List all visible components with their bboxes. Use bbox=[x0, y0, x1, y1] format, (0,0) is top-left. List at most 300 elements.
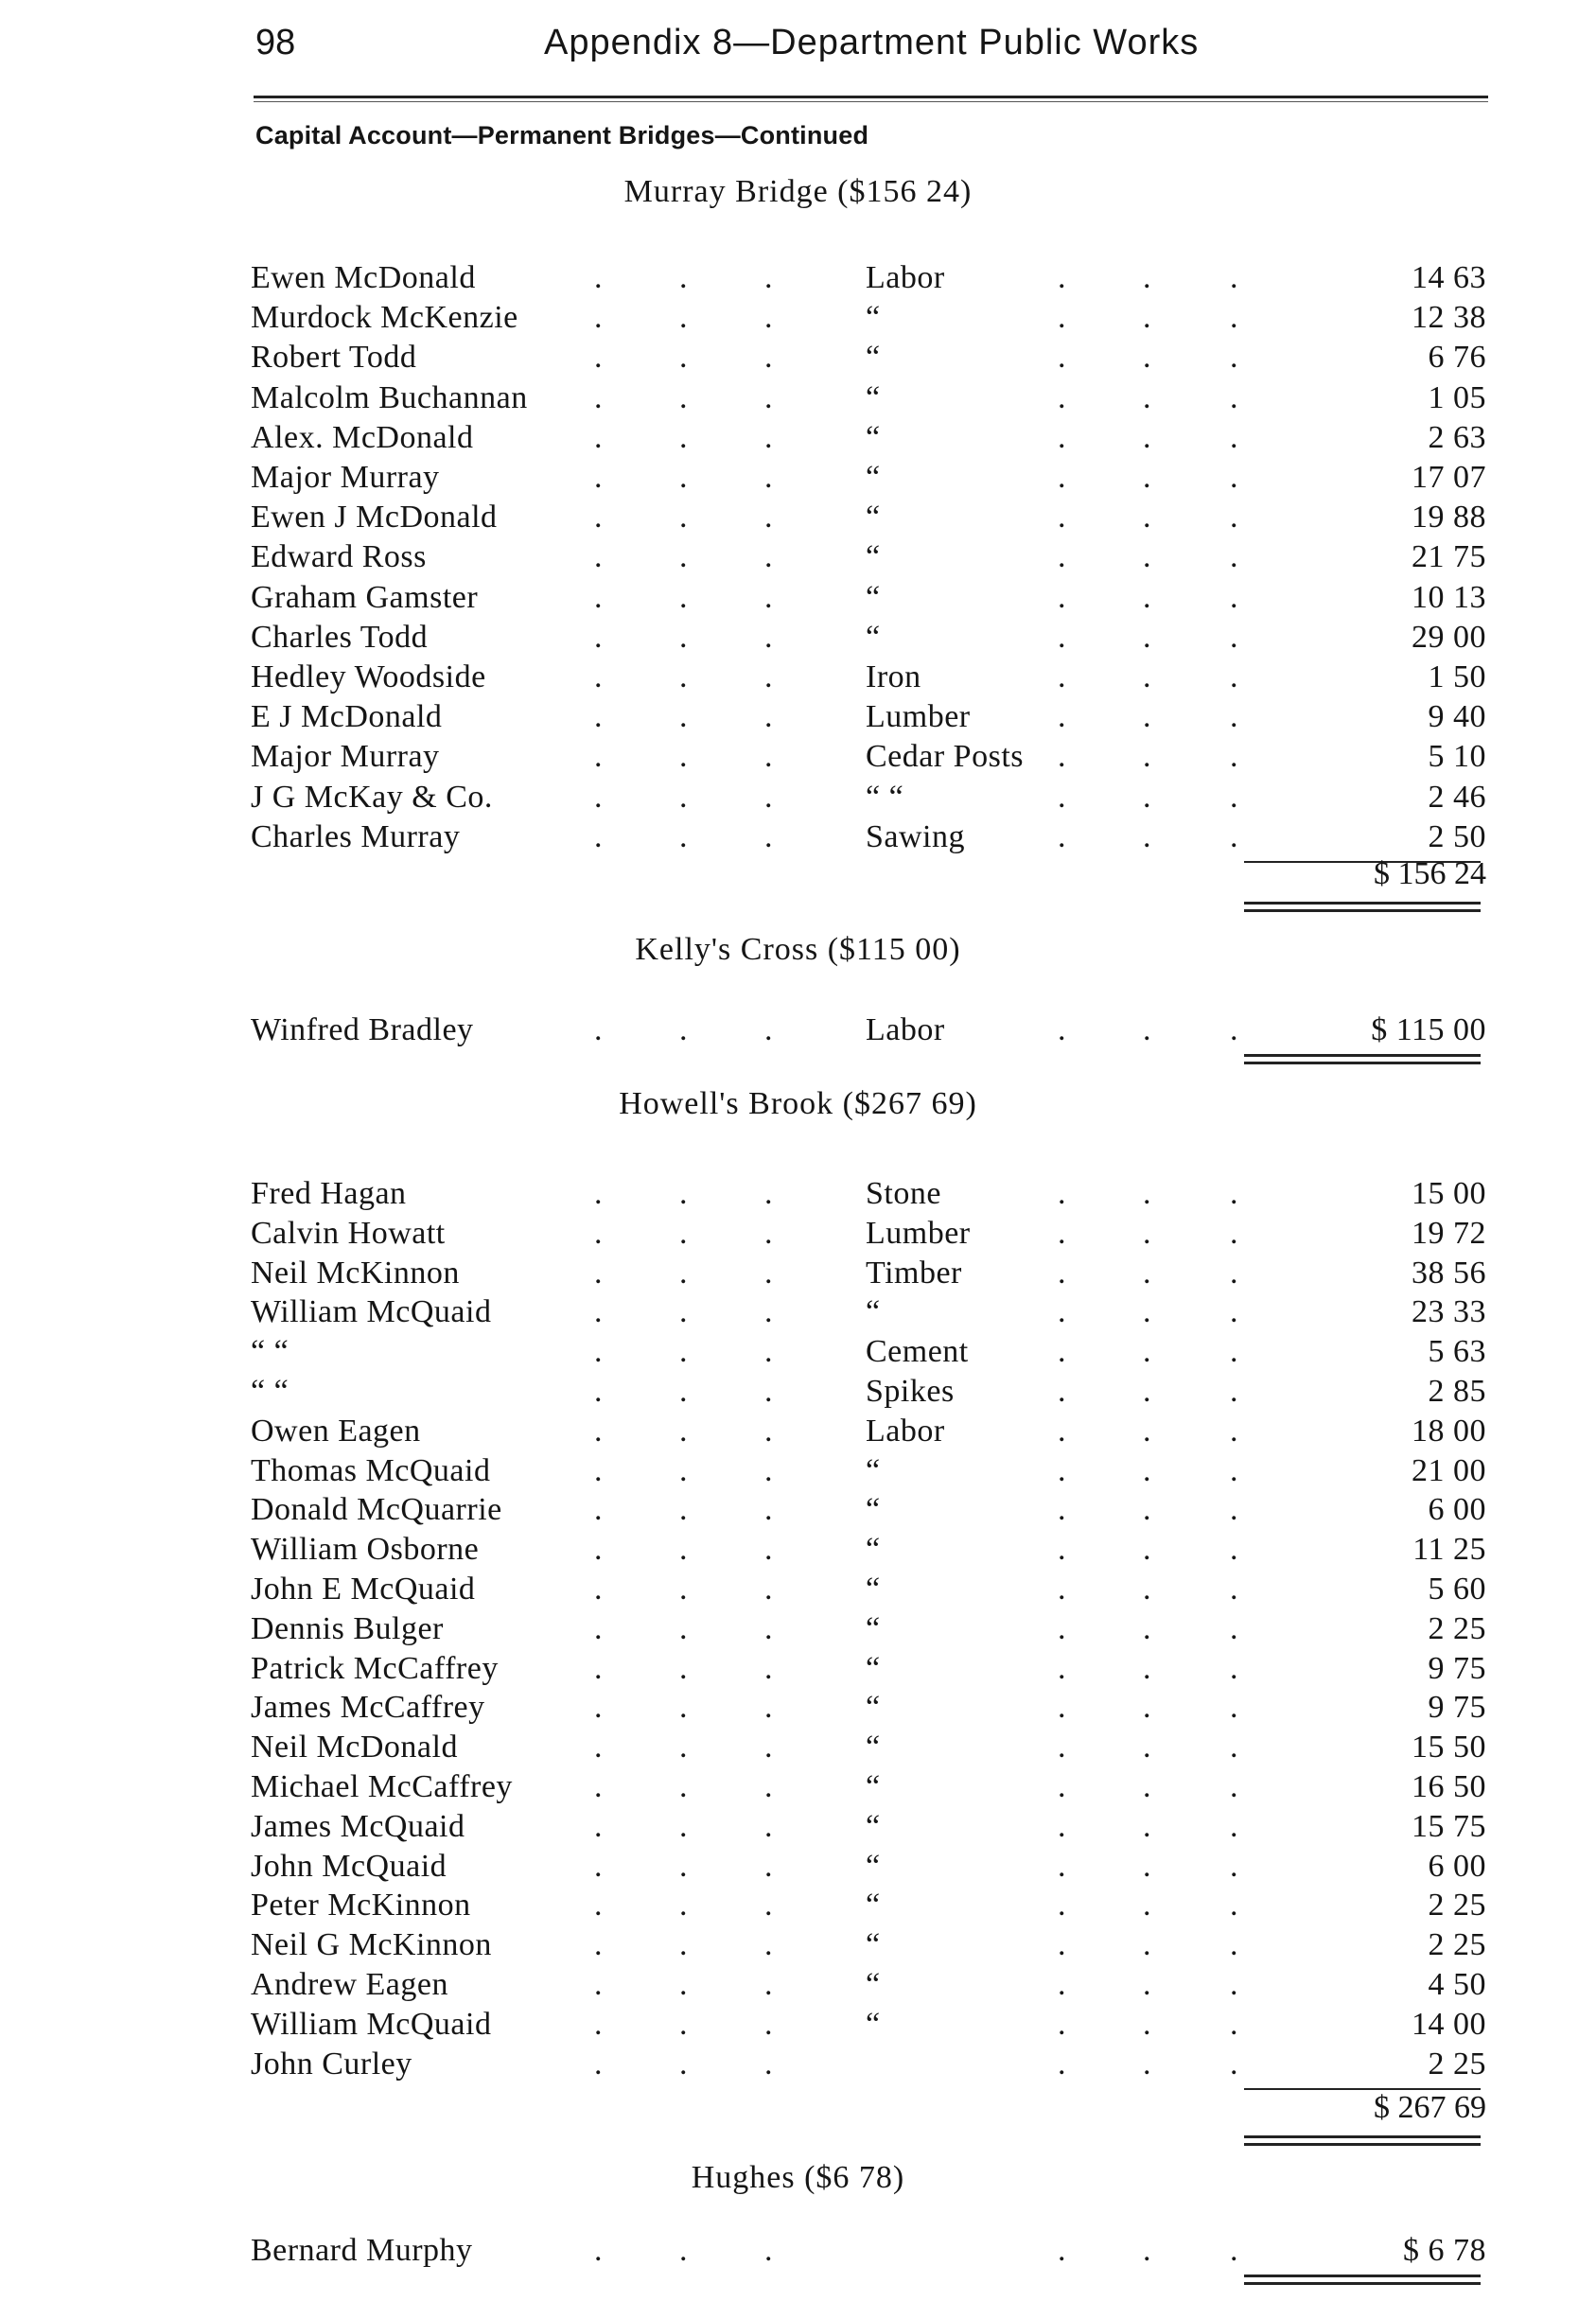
leader-dot: . bbox=[1143, 1453, 1151, 1488]
payee-name: “ “ bbox=[251, 1334, 289, 1369]
leader-dot: . bbox=[764, 699, 773, 734]
leader-dot: . bbox=[679, 420, 688, 455]
leader-dot: . bbox=[1143, 2007, 1151, 2042]
double-rule bbox=[1244, 2275, 1481, 2277]
amount: 23 33 bbox=[1412, 1294, 1486, 1329]
section-title: Hughes ($6 78) bbox=[691, 2160, 905, 2195]
expense-item: Labor bbox=[866, 1012, 945, 1047]
leader-dot: . bbox=[1058, 1453, 1066, 1488]
expense-item: “ bbox=[866, 1809, 881, 1844]
leader-dot: . bbox=[594, 1849, 603, 1884]
leader-dot: . bbox=[1230, 1294, 1238, 1329]
leader-dot: . bbox=[1058, 500, 1066, 535]
ledger-row bbox=[0, 659, 1596, 699]
leader-dot: . bbox=[764, 1651, 773, 1686]
ledger-row bbox=[0, 1256, 1596, 1295]
expense-item: Sawing bbox=[866, 819, 965, 854]
leader-dot: . bbox=[1058, 580, 1066, 615]
leader-dot: . bbox=[1143, 1769, 1151, 1804]
leader-dot: . bbox=[679, 1216, 688, 1251]
leader-dot: . bbox=[594, 1294, 603, 1329]
leader-dot: . bbox=[1143, 380, 1151, 415]
payee-name: Neil G McKinnon bbox=[251, 1927, 492, 1962]
payee-name: Ewen McDonald bbox=[251, 260, 476, 295]
leader-dot: . bbox=[679, 1294, 688, 1329]
expense-item: “ bbox=[866, 1730, 881, 1765]
leader-dot: . bbox=[1230, 260, 1238, 295]
leader-dot: . bbox=[679, 1888, 688, 1923]
amount: 5 60 bbox=[1428, 1572, 1486, 1607]
leader-dot: . bbox=[1143, 1492, 1151, 1527]
expense-item: “ bbox=[866, 580, 881, 615]
amount: 5 63 bbox=[1428, 1334, 1486, 1369]
amount: 2 25 bbox=[1428, 1927, 1486, 1962]
leader-dot: . bbox=[764, 1967, 773, 2002]
subheading: Capital Account—Permanent Bridges—Continued bbox=[255, 121, 869, 149]
amount: 11 25 bbox=[1412, 1532, 1486, 1567]
leader-dot: . bbox=[594, 2233, 603, 2268]
ledger-row bbox=[0, 1730, 1596, 1769]
leader-dot: . bbox=[1143, 1927, 1151, 1962]
leader-dot: . bbox=[1058, 1334, 1066, 1369]
amount: 19 72 bbox=[1412, 1216, 1486, 1251]
ledger-row bbox=[0, 1809, 1596, 1849]
leader-dot: . bbox=[1230, 1809, 1238, 1844]
leader-dot: . bbox=[594, 1216, 603, 1251]
leader-dot: . bbox=[1230, 539, 1238, 574]
leader-dot: . bbox=[679, 1611, 688, 1646]
leader-dot: . bbox=[764, 260, 773, 295]
payee-name: Charles Todd bbox=[251, 620, 429, 655]
leader-dot: . bbox=[594, 420, 603, 455]
expense-item: “ bbox=[866, 460, 881, 495]
leader-dot: . bbox=[1143, 1374, 1151, 1409]
header-rule bbox=[254, 96, 1488, 98]
leader-dot: . bbox=[764, 1769, 773, 1804]
leader-dot: . bbox=[679, 1927, 688, 1962]
ledger-row bbox=[0, 1414, 1596, 1453]
leader-dot: . bbox=[1230, 340, 1238, 375]
leader-dot: . bbox=[1058, 1294, 1066, 1329]
leader-dot: . bbox=[1058, 1730, 1066, 1765]
expense-item: “ “ bbox=[866, 780, 904, 815]
amount: 21 00 bbox=[1412, 1453, 1486, 1488]
leader-dot: . bbox=[1143, 1532, 1151, 1567]
payee-name: Murdock McKenzie bbox=[251, 300, 518, 335]
leader-dot: . bbox=[1143, 260, 1151, 295]
payee-name: Major Murray bbox=[251, 460, 440, 495]
expense-item: “ bbox=[866, 1651, 881, 1686]
leader-dot: . bbox=[764, 2007, 773, 2042]
leader-dot: . bbox=[764, 1334, 773, 1369]
leader-dot: . bbox=[764, 340, 773, 375]
leader-dot: . bbox=[1143, 2046, 1151, 2081]
leader-dot: . bbox=[1058, 1888, 1066, 1923]
leader-dot: . bbox=[679, 2007, 688, 2042]
expense-item: “ bbox=[866, 380, 881, 415]
payee-name: Dennis Bulger bbox=[251, 1611, 444, 1646]
amount: 12 38 bbox=[1412, 300, 1486, 335]
leader-dot: . bbox=[1230, 1012, 1238, 1047]
leader-dot: . bbox=[1230, 300, 1238, 335]
leader-dot: . bbox=[594, 1453, 603, 1488]
leader-dot: . bbox=[1058, 659, 1066, 694]
ledger-row bbox=[0, 460, 1596, 500]
payee-name: Michael McCaffrey bbox=[251, 1769, 513, 1804]
leader-dot: . bbox=[1230, 780, 1238, 815]
leader-dot: . bbox=[594, 1414, 603, 1449]
amount: 14 00 bbox=[1412, 2007, 1486, 2042]
leader-dot: . bbox=[594, 1611, 603, 1646]
leader-dot: . bbox=[594, 1730, 603, 1765]
leader-dot: . bbox=[594, 699, 603, 734]
leader-dot: . bbox=[1230, 1216, 1238, 1251]
leader-dot: . bbox=[679, 1967, 688, 2002]
leader-dot: . bbox=[764, 780, 773, 815]
leader-dot: . bbox=[1230, 659, 1238, 694]
leader-dot: . bbox=[764, 500, 773, 535]
leader-dot: . bbox=[764, 1611, 773, 1646]
ledger-row bbox=[0, 1888, 1596, 1927]
leader-dot: . bbox=[1230, 620, 1238, 655]
leader-dot: . bbox=[1058, 819, 1066, 854]
ledger-row bbox=[0, 1334, 1596, 1374]
leader-dot: . bbox=[1058, 539, 1066, 574]
leader-dot: . bbox=[679, 460, 688, 495]
leader-dot: . bbox=[1230, 1453, 1238, 1488]
ledger-row bbox=[0, 1690, 1596, 1730]
expense-item: “ bbox=[866, 1532, 881, 1567]
leader-dot: . bbox=[679, 1730, 688, 1765]
leader-dot: . bbox=[1143, 420, 1151, 455]
leader-dot: . bbox=[1230, 2046, 1238, 2081]
ledger-row bbox=[0, 1967, 1596, 2007]
section-total: $ 267 69 bbox=[1374, 2090, 1486, 2125]
leader-dot: . bbox=[1143, 1730, 1151, 1765]
ledger-row bbox=[0, 620, 1596, 659]
leader-dot: . bbox=[764, 1849, 773, 1884]
leader-dot: . bbox=[1230, 1730, 1238, 1765]
leader-dot: . bbox=[679, 2046, 688, 2081]
leader-dot: . bbox=[1058, 260, 1066, 295]
payee-name: Owen Eagen bbox=[251, 1414, 421, 1449]
payee-name: Neil McKinnon bbox=[251, 1256, 460, 1291]
amount: 1 50 bbox=[1428, 659, 1486, 694]
payee-name: Major Murray bbox=[251, 739, 440, 774]
payee-name: Neil McDonald bbox=[251, 1730, 458, 1765]
expense-item: “ bbox=[866, 1927, 881, 1962]
expense-item: Lumber bbox=[866, 699, 971, 734]
ledger-row bbox=[0, 1492, 1596, 1532]
expense-item: Labor bbox=[866, 1414, 945, 1449]
leader-dot: . bbox=[764, 2046, 773, 2081]
expense-item: “ bbox=[866, 1294, 881, 1329]
leader-dot: . bbox=[1230, 699, 1238, 734]
leader-dot: . bbox=[764, 1888, 773, 1923]
amount: 1 05 bbox=[1428, 380, 1486, 415]
amount: 14 63 bbox=[1412, 260, 1486, 295]
payee-name: John McQuaid bbox=[251, 1849, 447, 1884]
page-number: 98 bbox=[255, 23, 296, 62]
section-title: Murray Bridge ($156 24) bbox=[623, 174, 973, 209]
leader-dot: . bbox=[1058, 1611, 1066, 1646]
leader-dot: . bbox=[1058, 300, 1066, 335]
payee-name: Patrick McCaffrey bbox=[251, 1651, 499, 1686]
payee-name: Hedley Woodside bbox=[251, 659, 486, 694]
leader-dot: . bbox=[1230, 1334, 1238, 1369]
leader-dot: . bbox=[1058, 1492, 1066, 1527]
leader-dot: . bbox=[764, 1927, 773, 1962]
leader-dot: . bbox=[1230, 500, 1238, 535]
leader-dot: . bbox=[594, 1256, 603, 1291]
expense-item: Spikes bbox=[866, 1374, 955, 1409]
amount: 15 50 bbox=[1412, 1730, 1486, 1765]
payee-name: Bernard Murphy bbox=[251, 2233, 473, 2268]
leader-dot: . bbox=[679, 580, 688, 615]
leader-dot: . bbox=[764, 580, 773, 615]
leader-dot: . bbox=[1058, 739, 1066, 774]
payee-name: John E McQuaid bbox=[251, 1572, 476, 1607]
ledger-row bbox=[0, 1769, 1596, 1809]
leader-dot: . bbox=[1058, 2007, 1066, 2042]
leader-dot: . bbox=[679, 1809, 688, 1844]
leader-dot: . bbox=[594, 1572, 603, 1607]
leader-dot: . bbox=[1143, 1651, 1151, 1686]
leader-dot: . bbox=[764, 620, 773, 655]
leader-dot: . bbox=[594, 1492, 603, 1527]
leader-dot: . bbox=[1230, 2007, 1238, 2042]
leader-dot: . bbox=[594, 539, 603, 574]
amount: 15 75 bbox=[1412, 1809, 1486, 1844]
leader-dot: . bbox=[679, 1532, 688, 1567]
expense-item: Lumber bbox=[866, 1216, 971, 1251]
leader-dot: . bbox=[1143, 539, 1151, 574]
amount: 6 00 bbox=[1428, 1492, 1486, 1527]
ledger-row bbox=[0, 500, 1596, 539]
leader-dot: . bbox=[594, 1374, 603, 1409]
payee-name: Winfred Bradley bbox=[251, 1012, 474, 1047]
leader-dot: . bbox=[764, 1414, 773, 1449]
amount: 18 00 bbox=[1412, 1414, 1486, 1449]
payee-name: Graham Gamster bbox=[251, 580, 479, 615]
ledger-row bbox=[0, 780, 1596, 819]
leader-dot: . bbox=[1143, 620, 1151, 655]
leader-dot: . bbox=[1143, 1888, 1151, 1923]
amount: 16 50 bbox=[1412, 1769, 1486, 1804]
ledger-row bbox=[0, 1651, 1596, 1691]
leader-dot: . bbox=[1058, 1176, 1066, 1211]
leader-dot: . bbox=[1143, 460, 1151, 495]
payee-name: William McQuaid bbox=[251, 2007, 492, 2042]
leader-dot: . bbox=[1143, 659, 1151, 694]
double-rule bbox=[1244, 909, 1481, 912]
ledger-row bbox=[0, 1012, 1596, 1052]
leader-dot: . bbox=[1058, 1216, 1066, 1251]
amount: $ 115 00 bbox=[1371, 1012, 1486, 1047]
payee-name: Donald McQuarrie bbox=[251, 1492, 502, 1527]
leader-dot: . bbox=[1058, 1809, 1066, 1844]
amount: 6 00 bbox=[1428, 1849, 1486, 1884]
ledger-row bbox=[0, 1453, 1596, 1493]
expense-item: “ bbox=[866, 420, 881, 455]
leader-dot: . bbox=[1230, 1572, 1238, 1607]
leader-dot: . bbox=[764, 1176, 773, 1211]
leader-dot: . bbox=[679, 659, 688, 694]
leader-dot: . bbox=[594, 1532, 603, 1567]
payee-name: Ewen J McDonald bbox=[251, 500, 498, 535]
leader-dot: . bbox=[764, 1730, 773, 1765]
expense-item: “ bbox=[866, 1572, 881, 1607]
leader-dot: . bbox=[1143, 1176, 1151, 1211]
leader-dot: . bbox=[1143, 1690, 1151, 1725]
leader-dot: . bbox=[1058, 340, 1066, 375]
ledger-row bbox=[0, 1611, 1596, 1651]
leader-dot: . bbox=[1143, 1414, 1151, 1449]
leader-dot: . bbox=[679, 1690, 688, 1725]
ledger-row bbox=[0, 2046, 1596, 2086]
expense-item: Timber bbox=[866, 1256, 962, 1291]
expense-item: “ bbox=[866, 539, 881, 574]
leader-dot: . bbox=[1143, 1611, 1151, 1646]
leader-dot: . bbox=[1143, 1012, 1151, 1047]
leader-dot: . bbox=[1058, 1414, 1066, 1449]
leader-dot: . bbox=[594, 580, 603, 615]
leader-dot: . bbox=[1143, 739, 1151, 774]
ledger-row bbox=[0, 1374, 1596, 1414]
payee-name: J G McKay & Co. bbox=[251, 780, 493, 815]
ledger-row bbox=[0, 1849, 1596, 1888]
leader-dot: . bbox=[764, 1690, 773, 1725]
leader-dot: . bbox=[594, 300, 603, 335]
leader-dot: . bbox=[1230, 460, 1238, 495]
expense-item: “ bbox=[866, 620, 881, 655]
leader-dot: . bbox=[1230, 1690, 1238, 1725]
leader-dot: . bbox=[1143, 780, 1151, 815]
amount: 10 13 bbox=[1412, 580, 1486, 615]
leader-dot: . bbox=[594, 659, 603, 694]
leader-dot: . bbox=[1058, 420, 1066, 455]
leader-dot: . bbox=[1058, 1927, 1066, 1962]
leader-dot: . bbox=[1230, 819, 1238, 854]
leader-dot: . bbox=[679, 1374, 688, 1409]
page-title: Appendix 8—Department Public Works bbox=[544, 23, 1200, 62]
leader-dot: . bbox=[1143, 500, 1151, 535]
expense-item: “ bbox=[866, 1769, 881, 1804]
leader-dot: . bbox=[679, 1012, 688, 1047]
amount: $ 6 78 bbox=[1403, 2233, 1486, 2268]
leader-dot: . bbox=[594, 1690, 603, 1725]
leader-dot: . bbox=[1058, 460, 1066, 495]
amount: 29 00 bbox=[1412, 620, 1486, 655]
leader-dot: . bbox=[679, 1453, 688, 1488]
leader-dot: . bbox=[1143, 699, 1151, 734]
leader-dot: . bbox=[594, 460, 603, 495]
leader-dot: . bbox=[594, 1651, 603, 1686]
leader-dot: . bbox=[764, 1532, 773, 1567]
payee-name: John Curley bbox=[251, 2046, 412, 2081]
ledger-row bbox=[0, 1294, 1596, 1334]
expense-item: Labor bbox=[866, 260, 945, 295]
leader-dot: . bbox=[594, 780, 603, 815]
amount: 6 76 bbox=[1428, 340, 1486, 375]
leader-dot: . bbox=[764, 1012, 773, 1047]
amount: 38 56 bbox=[1412, 1256, 1486, 1291]
leader-dot: . bbox=[1143, 1809, 1151, 1844]
leader-dot: . bbox=[594, 1176, 603, 1211]
leader-dot: . bbox=[1230, 580, 1238, 615]
leader-dot: . bbox=[679, 780, 688, 815]
amount: 2 25 bbox=[1428, 1611, 1486, 1646]
leader-dot: . bbox=[679, 1769, 688, 1804]
leader-dot: . bbox=[594, 260, 603, 295]
ledger-row bbox=[0, 819, 1596, 859]
leader-dot: . bbox=[1058, 1374, 1066, 1409]
leader-dot: . bbox=[679, 260, 688, 295]
amount: 2 25 bbox=[1428, 2046, 1486, 2081]
leader-dot: . bbox=[764, 1294, 773, 1329]
expense-item: “ bbox=[866, 2007, 881, 2042]
expense-item: Iron bbox=[866, 659, 921, 694]
leader-dot: . bbox=[679, 1256, 688, 1291]
amount: 15 00 bbox=[1412, 1176, 1486, 1211]
double-rule bbox=[1244, 1054, 1481, 1057]
amount: 2 25 bbox=[1428, 1888, 1486, 1923]
leader-dot: . bbox=[679, 380, 688, 415]
ledger-row bbox=[0, 580, 1596, 620]
expense-item: Cement bbox=[866, 1334, 969, 1369]
ledger-row bbox=[0, 1927, 1596, 1967]
leader-dot: . bbox=[1143, 1967, 1151, 2002]
leader-dot: . bbox=[594, 819, 603, 854]
leader-dot: . bbox=[764, 1492, 773, 1527]
expense-item: “ bbox=[866, 300, 881, 335]
payee-name: James McCaffrey bbox=[251, 1690, 485, 1725]
leader-dot: . bbox=[679, 1849, 688, 1884]
ledger-row bbox=[0, 699, 1596, 739]
ledger-row bbox=[0, 300, 1596, 340]
ledger-row bbox=[0, 340, 1596, 379]
leader-dot: . bbox=[594, 1809, 603, 1844]
amount: 17 07 bbox=[1412, 460, 1486, 495]
payee-name: Alex. McDonald bbox=[251, 420, 474, 455]
leader-dot: . bbox=[1058, 780, 1066, 815]
leader-dot: . bbox=[764, 1809, 773, 1844]
leader-dot: . bbox=[679, 500, 688, 535]
leader-dot: . bbox=[764, 420, 773, 455]
leader-dot: . bbox=[1230, 380, 1238, 415]
leader-dot: . bbox=[1058, 699, 1066, 734]
leader-dot: . bbox=[1230, 1532, 1238, 1567]
amount: 21 75 bbox=[1412, 539, 1486, 574]
leader-dot: . bbox=[1058, 1012, 1066, 1047]
expense-item: “ bbox=[866, 1690, 881, 1725]
leader-dot: . bbox=[764, 819, 773, 854]
ledger-row bbox=[0, 1532, 1596, 1572]
leader-dot: . bbox=[594, 739, 603, 774]
leader-dot: . bbox=[1143, 580, 1151, 615]
leader-dot: . bbox=[679, 2233, 688, 2268]
amount: 5 10 bbox=[1428, 739, 1486, 774]
payee-name: Andrew Eagen bbox=[251, 1967, 448, 2002]
leader-dot: . bbox=[679, 1572, 688, 1607]
leader-dot: . bbox=[1058, 620, 1066, 655]
ledger-row bbox=[0, 1572, 1596, 1611]
ledger-row bbox=[0, 739, 1596, 779]
leader-dot: . bbox=[1230, 1374, 1238, 1409]
amount: 2 63 bbox=[1428, 420, 1486, 455]
expense-item: “ bbox=[866, 1967, 881, 2002]
section-title: Howell's Brook ($267 69) bbox=[619, 1086, 977, 1121]
